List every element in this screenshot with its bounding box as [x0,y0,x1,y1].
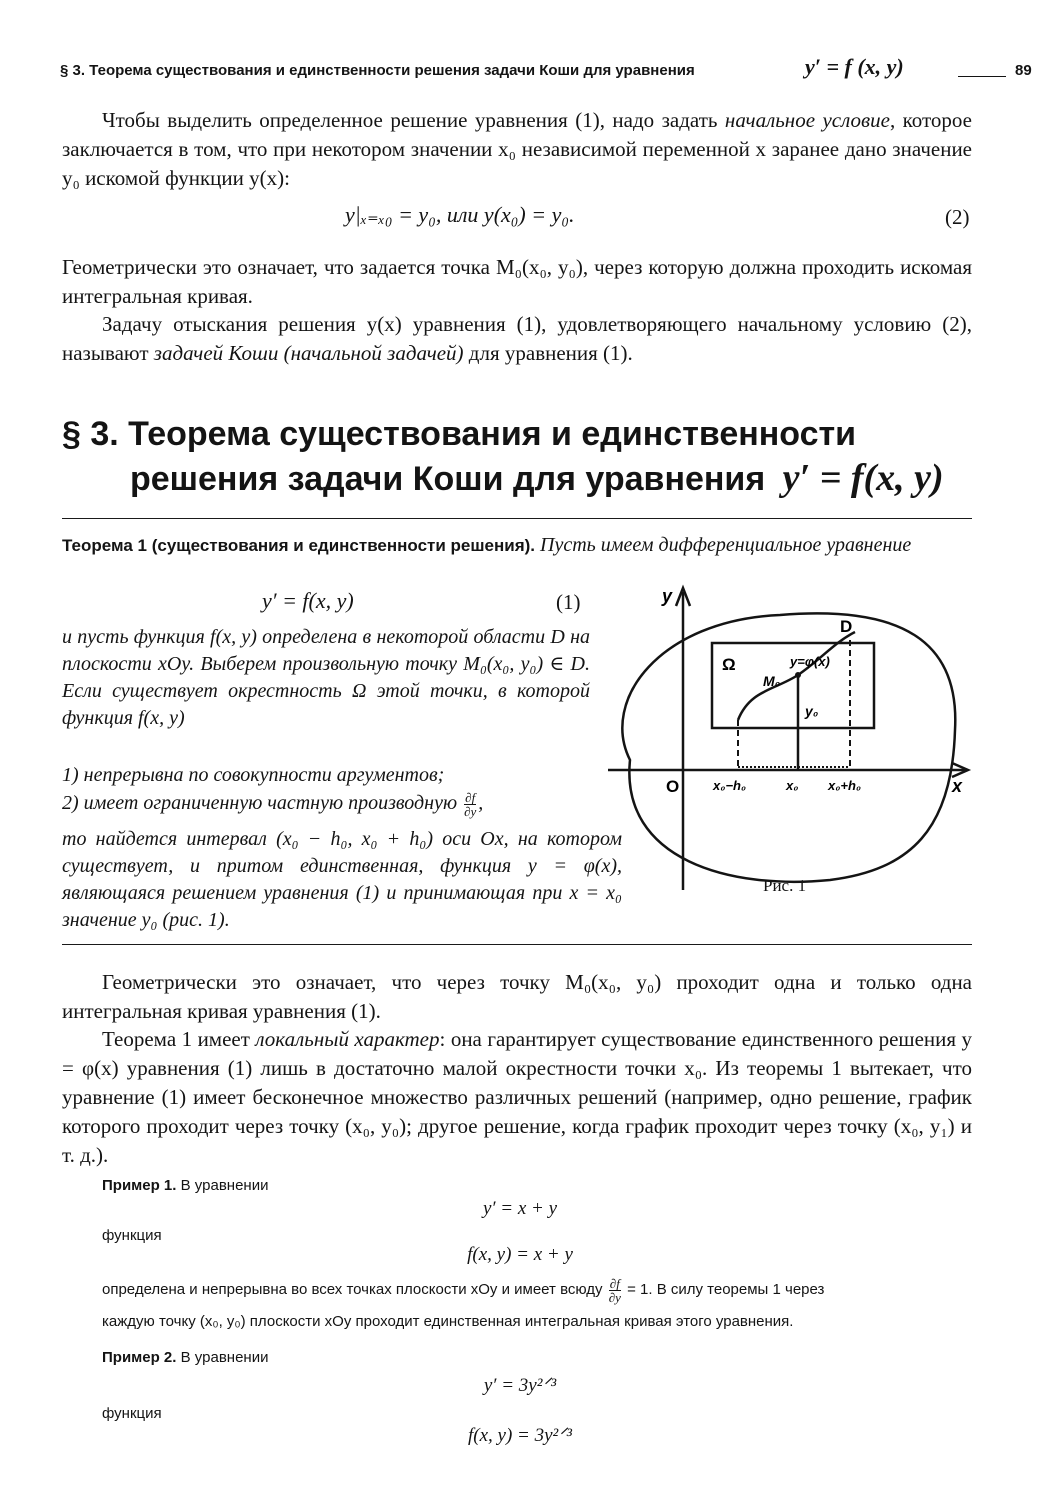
theorem-body-b: то найдется интервал (x₀ − h₀, x₀ + h₀) оси Ox, на котором существует, и притом единственная, функция y = φ(x), являющаяся решением уравнения (1) и принимающая при x = x₀ значение y₀ (рис. 1). [62,828,622,931]
running-head-formula: y′ = f (x, y) [805,54,904,79]
label-curve: y=φ(x) [790,654,830,669]
running-head-rule [958,76,1006,77]
partial-derivative-fraction: $\frac{\partial f}{\partial y}$ [464,789,477,819]
label-y: y [662,586,673,606]
page-number: 89 [1015,62,1032,79]
example-1-line-1: определена и непрерывна во всех точках плоскости xOy и имеет всюду $\frac{\partial f}{\partial y}$ = 1. В силу теоремы 1 через [102,1275,825,1305]
example-1-heading: Пример 1. В уравнении [102,1177,269,1194]
label-origin: O [666,777,680,796]
intro-paragraph-1: Чтобы выделить определенное решение уравнения (1), надо задать начальное условие, которое заключается в том, что при некотором значении x₀ независимой переменной x заранее дано значение y₀ искомой функции y(x): [62,108,973,190]
theorem-top-rule [62,518,972,519]
after-paragraph-2: Теорема 1 имеет локальный характер: она гарантирует существование единственного решения y = φ(x) уравнения (1) лишь в достаточно малой окрестности точки x₀. Из теоремы 1 вытекает, что уравнение (1) имеет бесконечное множество различных решений (например, одно решение, график которого проходит через точку (x₀, y₀); другое решение, когда график проходит через точку (x₀, y₁) и т. д.). [62,1027,972,1167]
label-omega: Ω [722,655,736,674]
theorem-equation-1: y′ = f(x, y) [262,588,354,613]
example-1-function: f(x, y) = x + y [467,1244,573,1265]
intro-paragraph-3: Задачу отыскания решения y(x) уравнения (1), удовлетворяющего начальному условию (2), называют задачей Коши (начальной задачей) для уравнения (1). [62,312,972,365]
section-title-line-1: § 3. Теорема существования и единственности [62,415,857,453]
example-2-heading: Пример 2. В уравнении [102,1349,269,1366]
after-paragraph-1: Геометрически это означает, что через точку M₀(x₀, y₀) проходит одна и только одна интегральная кривая уравнения (1). [62,970,972,1023]
theorem-body-a: и пусть функция f(x, y) определена в некоторой области D на плоскости xOy. Выберем произвольную точку M₀(x₀, y₀) ∈ D. Если существует окрестность Ω этой точки, в которой функция f(x, y) [62,626,590,729]
term-initial-condition: начальное условие [724,108,890,132]
example-2-equation: y′ = 3y²ᐟ³ [483,1375,557,1396]
example-1-equation: y′ = x + y [482,1198,558,1219]
example-1-line-2: каждую точку (x₀, y₀) плоскости xOy проходит единственная интегральная кривая этого уравнения. [102,1313,794,1330]
example-1-func-word: функция [102,1227,162,1244]
theorem-condition-2: 2) имеет ограниченную частную производную $\frac{\partial f}{\partial y}$ , [62,789,484,819]
label-x0: x₀ [786,778,799,793]
theorem-title: Теорема 1 (существования и единственности решения). [62,536,536,555]
label-y0: y₀ [805,703,819,719]
label-x: x [952,776,963,796]
example-2-function: f(x, y) = 3y²ᐟ³ [468,1425,572,1446]
theorem-heading [62,532,972,559]
example-2-label: Пример 2. [102,1349,177,1366]
intro-paragraph-2: Геометрически это означает, что задается точка M₀(x₀, y₀), через которую должна проходить искомая интегральная кривая. [62,255,972,308]
section-title-line-2: решения задачи Коши для уравнения y′ = f(x, y) [130,457,944,499]
theorem-condition-1: 1) непрерывна по совокупности аргументов; [62,764,445,786]
example-1-fraction: $\frac{\partial f}{\partial y}$ [608,1275,621,1305]
running-head-title: § 3. Теорема существования и единственности решения задачи Коши для уравнения [60,62,695,79]
figure-1 [600,580,980,900]
section-title-formula: y′ = f(x, y) [782,457,944,499]
example-2-func-word: функция [102,1405,162,1422]
equation-2-number: (2) [945,205,970,229]
domain-d-boundary [622,613,955,881]
label-m0: M₀ [763,673,781,689]
label-left-end: x₀−h₀ [713,778,747,793]
label-right-end: x₀+h₀ [828,778,862,793]
point-m0 [795,672,801,678]
term-cauchy-problem: задачей Коши (начальной задачей) [153,341,464,365]
example-1-label: Пример 1. [102,1177,177,1194]
figure-caption: Рис. 1 [763,876,807,895]
label-d: D [840,617,853,636]
theorem-lead: Пусть имеем дифференциальное уравнение [540,534,912,556]
theorem-equation-1-number: (1) [556,590,581,614]
term-local-character: локальный характер [255,1027,440,1051]
theorem-bottom-rule [62,944,972,945]
equation-2: y|ₓ₌ₓ₀ = y₀, или y(x₀) = y₀. [345,202,575,227]
